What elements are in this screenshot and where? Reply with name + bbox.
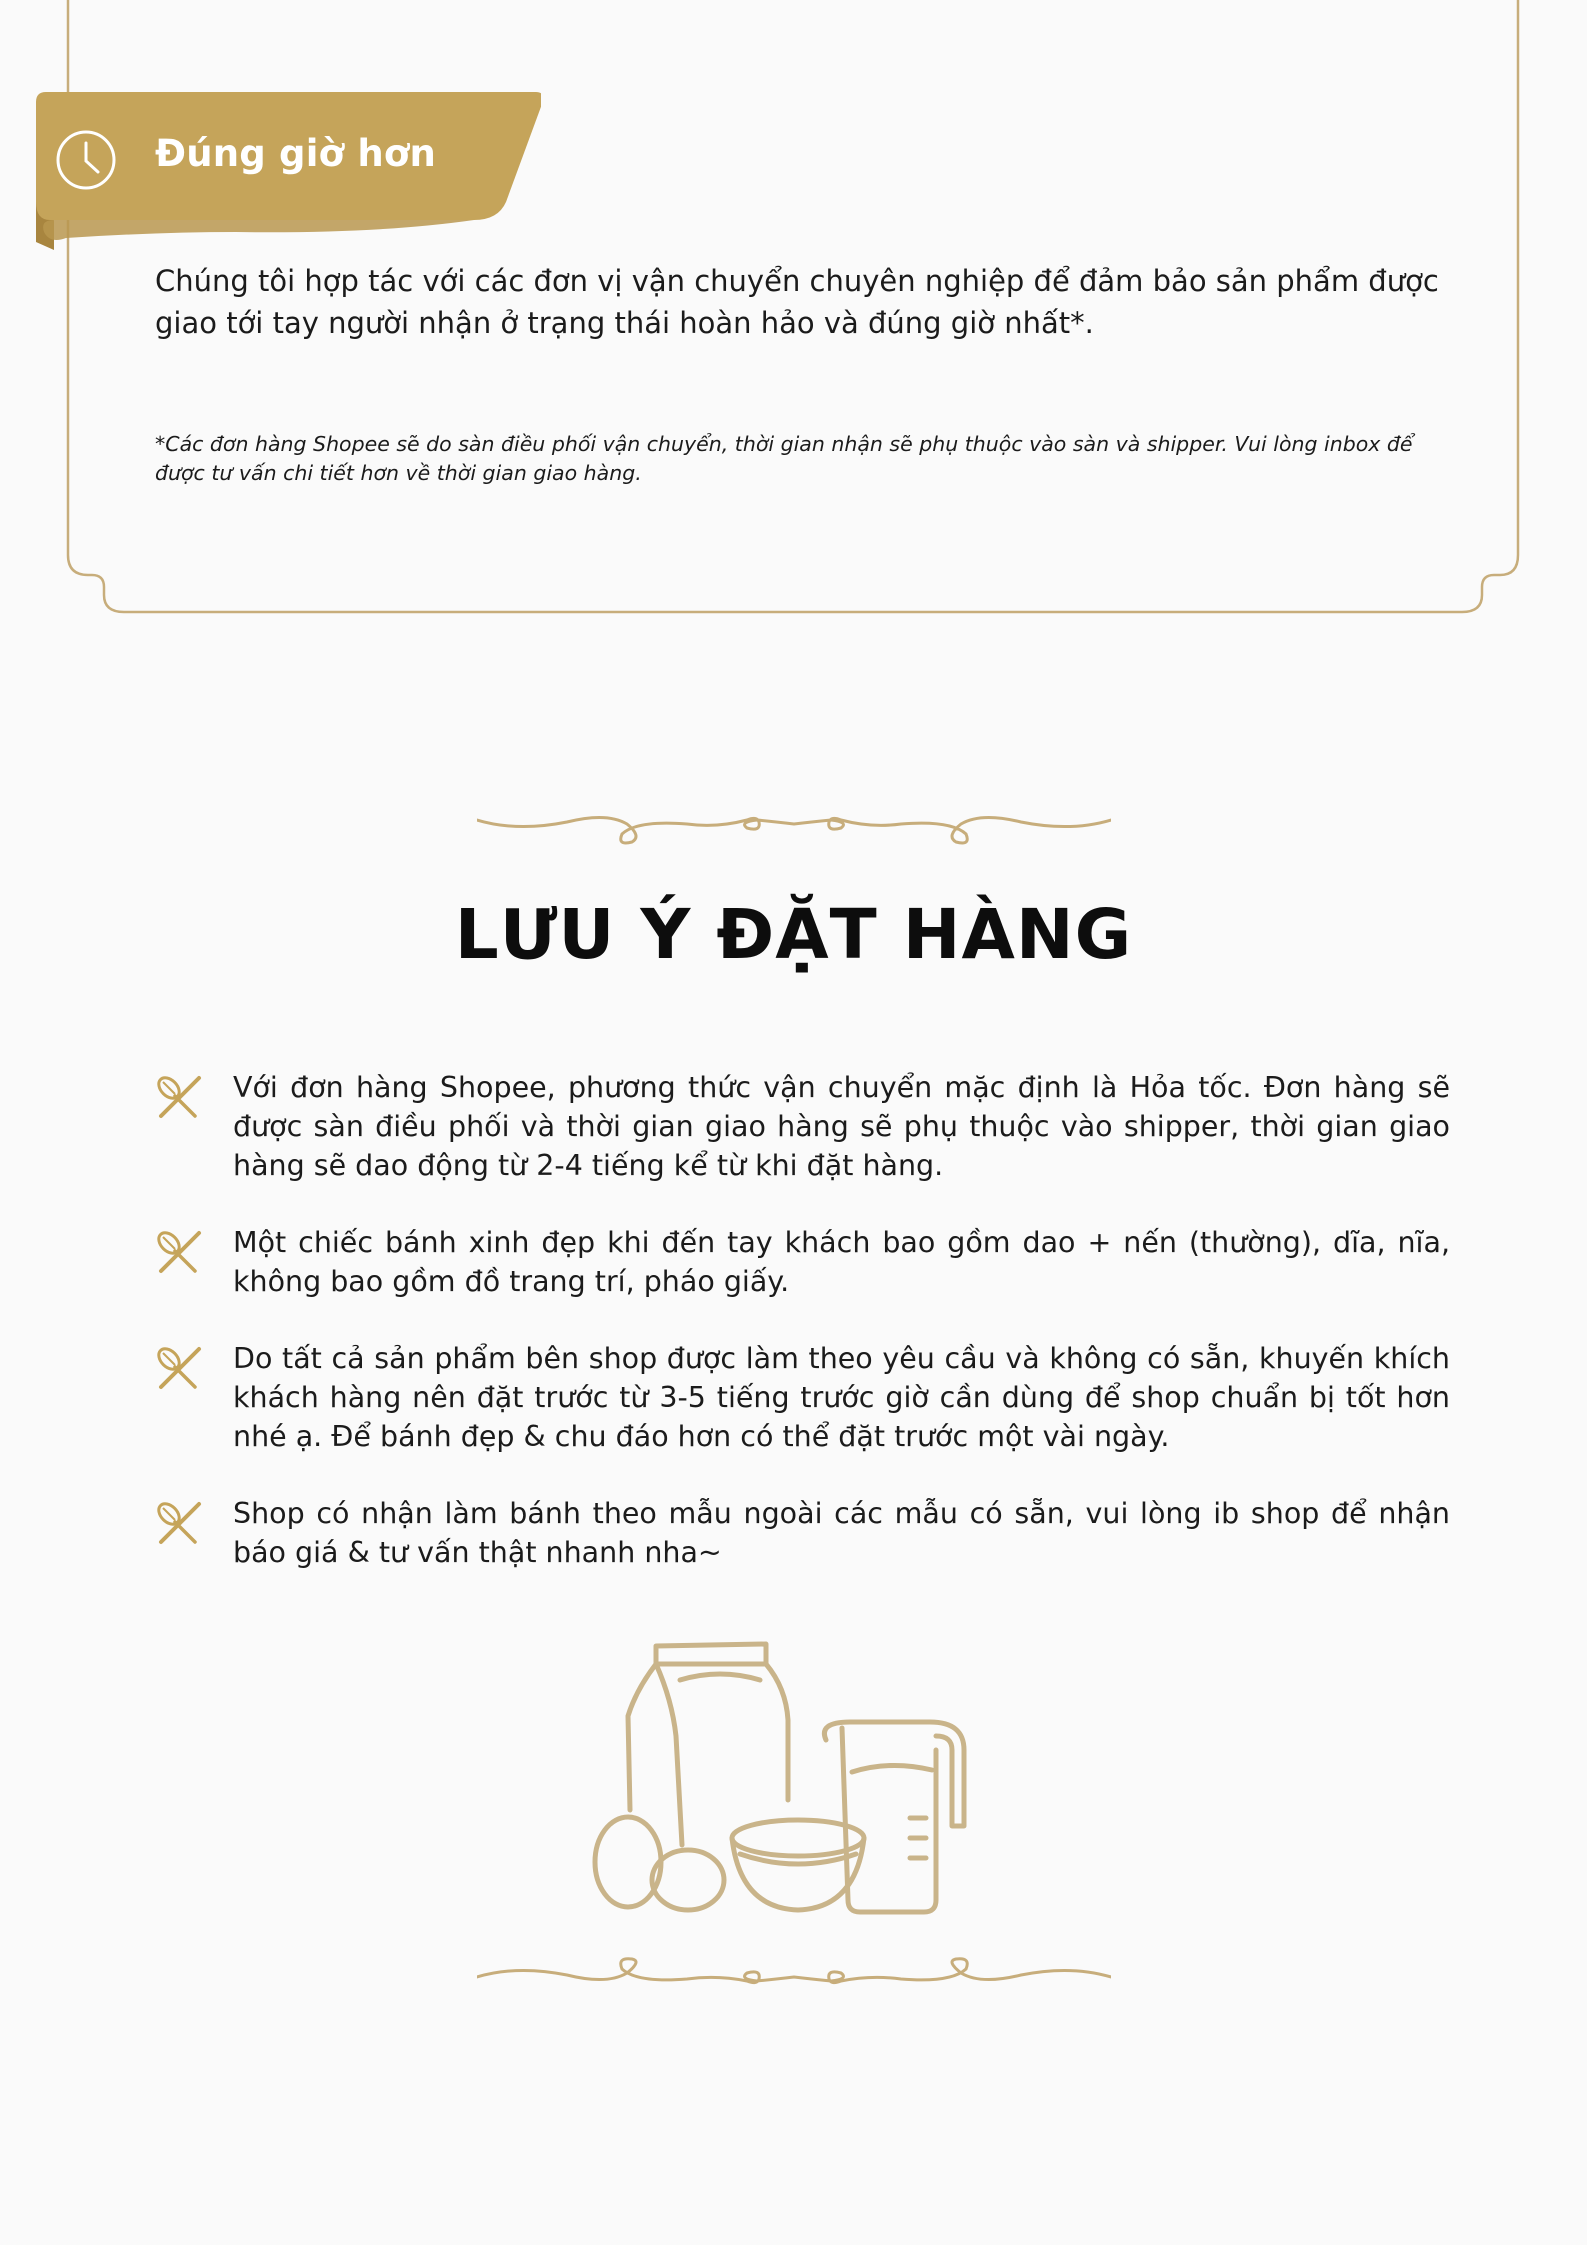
list-item-text: Do tất cả sản phẩm bên shop được làm theo yêu cầu và không có sẵn, khuyến khích khách hàng nên đặt trước từ 3-5 tiếng trước giờ cần dùng để shop chuẩn bị tốt hơn nhé ạ. Để bánh đẹp & chu đáo hơn có thể đặt trước một vài ngày. xyxy=(233,1342,1450,1453)
whisk-rolling-pin-icon xyxy=(155,1227,205,1277)
list-item xyxy=(155,1223,1450,1301)
flourish-divider-icon xyxy=(477,806,1111,850)
list-item-text: Một chiếc bánh xinh đẹp khi đến tay khách bao gồm dao + nến (thường), dĩa, nĩa, không bao gồm đồ trang trí, pháo giấy. xyxy=(233,1226,1450,1298)
baking-ingredients-icon xyxy=(590,1640,1002,1920)
whisk-rolling-pin-icon xyxy=(155,1072,205,1122)
card-title: Đúng giờ hơn xyxy=(155,132,437,175)
card-footnote: *Các đơn hàng Shopee sẽ do sàn điều phối vận chuyển, thời gian nhận sẽ phụ thuộc vào sàn và shipper. Vui lòng inbox để được tư vấn chi tiết hơn về thời gian giao hàng. xyxy=(155,432,1413,485)
card-body-text: Chúng tôi hợp tác với các đơn vị vận chuyển chuyên nghiệp để đảm bảo sản phẩm được giao tới tay người nhận ở trạng thái hoàn hảo và đúng giờ nhất*. xyxy=(155,264,1439,340)
list-item xyxy=(155,1339,1450,1456)
list-item xyxy=(155,1494,1450,1572)
list-item-text: Với đơn hàng Shopee, phương thức vận chuyển mặc định là Hỏa tốc. Đơn hàng sẽ được sàn điều phối và thời gian giao hàng sẽ phụ thuộc vào shipper, thời gian giao hàng sẽ dao động từ 2-4 tiếng kể từ khi đặt hàng. xyxy=(233,1071,1450,1182)
section-title: LƯU Ý ĐẶT HÀNG xyxy=(454,895,1133,975)
clock-icon xyxy=(54,128,118,192)
whisk-rolling-pin-icon xyxy=(155,1498,205,1548)
order-notes-list xyxy=(155,1068,1450,1610)
flourish-divider-icon xyxy=(477,1955,1111,1999)
list-item xyxy=(155,1068,1450,1185)
list-item-text: Shop có nhận làm bánh theo mẫu ngoài các mẫu có sẵn, vui lòng ib shop để nhận báo giá & tư vấn thật nhanh nha~ xyxy=(233,1497,1450,1569)
whisk-rolling-pin-icon xyxy=(155,1343,205,1393)
